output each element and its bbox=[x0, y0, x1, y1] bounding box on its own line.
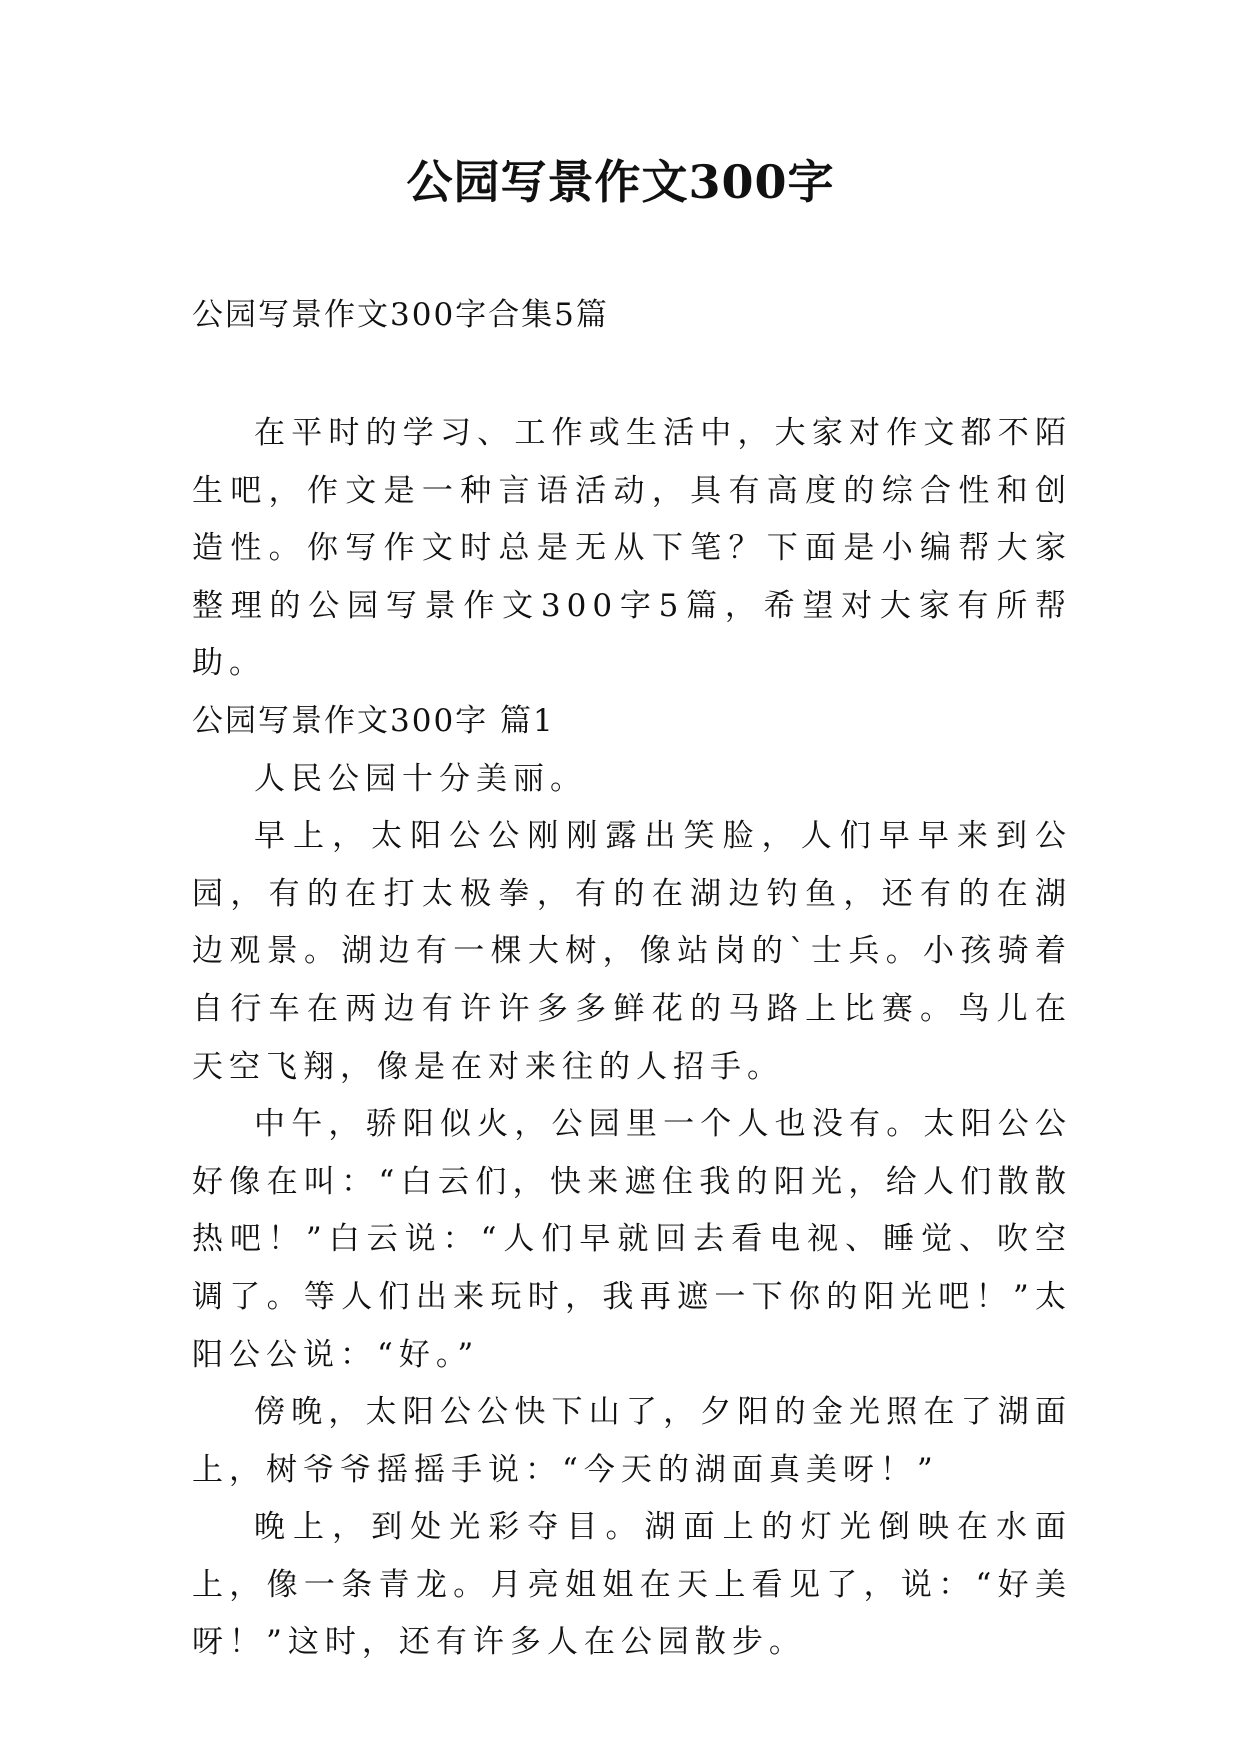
document-subtitle: 公园写景作文300字合集5篇 bbox=[192, 297, 609, 333]
body-paragraph: 傍晚，太阳公公快下山了，夕阳的金光照在了湖面上，树爷爷摇摇手说：“今天的湖面真美呀！” bbox=[192, 1394, 1072, 1488]
intro-paragraph: 在平时的学习、工作或生活中，大家对作文都不陌生吧，作文是一种言语活动，具有高度的综合性和创造性。你写作文时总是无从下笔？下面是小编帮大家整理的公园写景作文300字5篇，希望对大家有所帮助。 bbox=[192, 415, 1072, 682]
document-body bbox=[192, 405, 1072, 1672]
body-paragraph: 中午，骄阳似火，公园里一个人也没有。太阳公公好像在叫：“白云们，快来遮住我的阳光，给人们散散热吧！”白云说：“人们早就回去看电视、睡觉、吹空调了。等人们出来玩时，我再遮一下你的阳光吧！”太阳公公说：“好。” bbox=[192, 1106, 1072, 1373]
page-title: 公园写景作文300字 bbox=[406, 155, 835, 209]
body-paragraph: 早上，太阳公公刚刚露出笑脸，人们早早来到公园，有的在打太极拳，有的在湖边钓鱼，还有的在湖边观景。湖边有一棵大树，像站岗的`士兵。小孩骑着自行车在两边有许许多多鲜花的马路上比赛。鸟儿在天空飞翔，像是在对来往的人招手。 bbox=[192, 818, 1072, 1085]
body-paragraph: 晚上，到处光彩夺目。湖面上的灯光倒映在水面上，像一条青龙。月亮姐姐在天上看见了，说：“好美呀！”这时，还有许多人在公园散步。 bbox=[192, 1509, 1072, 1661]
section-heading: 公园写景作文300字 篇1 bbox=[192, 702, 555, 739]
body-paragraph: 人民公园十分美丽。 bbox=[254, 760, 587, 797]
